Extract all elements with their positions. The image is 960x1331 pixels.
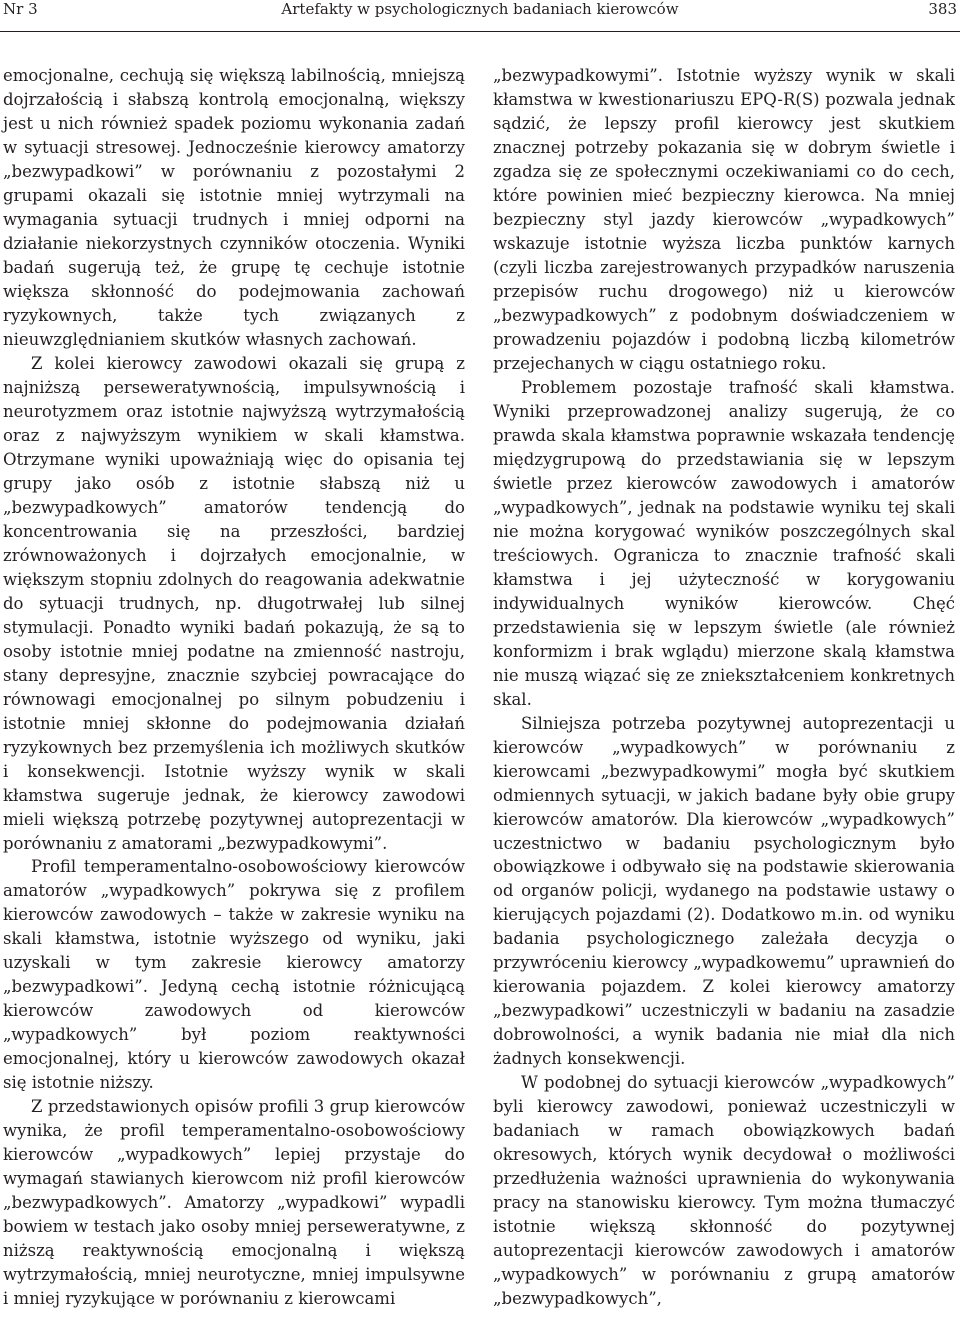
running-head (0, 0, 960, 24)
paragraph: Silniejsza potrzeba pozytywnej autoprezentacji u kierowców „wypadkowych” w porównaniu z kierowcami „bezwypadkowymi” mogła być skutkiem odmiennych sytuacji, w jakich badane były obie grupy kierowców amatorów. Dla kierowców „wypadkowych” uczestnictwo w badaniu psychologicznym było obowiązkowe i odbywało się na podstawie skierowania od organów policji, wydanego na podstawie ustawy o kierujących pojazdami (2). Dodatkowo m.in. od wyniku badania psychologicznego zależała decyzja o przywróceniu kierowcy „wypadkowemu” uprawnień do kierowania pojazdem. Z kolei kierowcy amatorzy „bezwypadkowi” uczestniczyli w badaniu na zasadzie dobrowolności, a wynik badania nie miał dla nich żadnych konsekwencji. (493, 713, 955, 1069)
page-number: 383 (928, 0, 957, 18)
issue-number: Nr 3 (3, 0, 38, 18)
paragraph: Profil temperamentalno-osobowościowy kierowców amatorów „wypadkowych” pokrywa się z profilem kierowców zawodowych – także w zakresie wyniku na skali kłamstwa, istotnie wyższego od wyniku, jaki uzyskali w tym zakresie kierowcy amatorzy „bezwypadkowi”. Jedyną cechą istotnie różnicującą kierowców zawodowych od kierowców „wypadkowych” był poziom reaktywności emocjonalnej, który u kierowców zawodowych okazał się istotnie niższy. (3, 857, 465, 1093)
paragraph: W podobnej do sytuacji kierowców „wypadkowych” byli kierowcy zawodowi, ponieważ uczestniczyli w badaniach w ramach obowiązkowych badań okresowych, których wynik decydował o możliwości przedłużenia ważności uprawnienia do wykonywania pracy na stanowisku kierowcy. Tym można tłumaczyć istotnie większą skłonność do pozytywnej autoprezentacji kierowców zawodowych i amatorów „wypadkowych” w porównaniu z grupą amatorów „bezwypadkowych”, (493, 1073, 955, 1309)
paragraph: „bezwypadkowymi”. Istotnie wyższy wynik w skali kłamstwa w kwestionariuszu EPQ-R(S) pozwala jednak sądzić, że lepszy profil kierowcy jest skutkiem znacznej potrzeby pokazania się w dobrym świetle i zgadza się ze społecznymi oczekiwaniami co do cech, które powinien mieć bezpieczny kierowca. Na mniej bezpieczny styl jazdy kierowców „wypadkowych” wskazuje istotnie wyższa liczba punktów karnych (czyli liczba zarejestrowanych przypadków naruszenia przepisów ruchu drogowego) niż u kierowców „bezwypadkowych” z podobnym doświadczeniem w prowadzeniu pojazdów i podobną liczbą kilometrów przejechanych w ciągu ostatniego roku. (493, 66, 955, 373)
paragraph: Z kolei kierowcy zawodowi okazali się grupą z najniższą perseweratywnością, impulsywnością i neurotyzmem oraz istotnie najwyższą wytrzymałością oraz z najwyższym wynikiem w skali kłamstwa. Otrzymane wyniki upoważniają więc do opisania tej grupy jako osób z istotnie słabszą niż u „bezwypadkowych” amatorów tendencją do koncentrowania się na przeszłości, bardziej zrównoważonych i dojrzałych emocjonalnie, w większym stopniu zdolnych do reagowania adekwatnie do sytuacji trudnych, np. długotrwałej lub silnej stymulacji. Ponadto wyniki badań pokazują, że są to osoby istotnie mniej podatne na zmienność nastroju, stany depresyjne, znacznie szybciej powracające do równowagi emocjonalnej po silnym pobudzeniu i istotnie mniej skłonne do podejmowania działań ryzykownych bez przemyślenia ich możliwych skutków i konsekwencji. Istotnie wyższy wynik w skali kłamstwa sugeruje jednak, że kierowcy zawodowi mieli większą potrzebę pozytywnej autoprezentacji w porównaniu z amatorami „bezwypadkowymi”. (3, 353, 465, 853)
left-column (3, 64, 465, 1311)
paragraph: Problemem pozostaje trafność skali kłamstwa. Wyniki przeprowadzonej analizy sugerują, że co prawda skala kłamstwa poprawnie wskazała tendencję międzygrupową do przedstawiania się w lepszym świetle przez kierowców zawodowych i amatorów „wypadkowych”, jednak na podstawie wyniku tej skali nie można korygować wyników poszczególnych skal treściowych. Ogranicza to znacznie trafność skali kłamstwa i jej użyteczność w korygowaniu indywidualnych wyników kierowców. Chęć przedstawienia się w lepszym świetle (ale również konformizm i brak wglądu) mierzone skalą kłamstwa nie muszą wiązać się ze zniekształceniem konkretnych skal. (493, 377, 955, 709)
paragraph: emocjonalne, cechują się większą labilnością, mniejszą dojrzałością i słabszą kontrolą emocjonalną, większy jest u nich również spadek poziomu wykonania zadań w sytuacji stresowej. Jednocześnie kierowcy amatorzy „bezwypadkowi” w porównaniu z pozostałymi 2 grupami okazali się istotnie mniej wytrzymali na wymagania sytuacji trudnych i mniej odporni na działanie niekorzystnych czynników otoczenia. Wyniki badań sugerują też, że grupę tę cechuje istotnie większa skłonność do podejmowania zachowań ryzykownych, także tych związanych z nieuwzględnianiem skutków własnych zachowań. (3, 66, 465, 349)
right-column (493, 64, 955, 1311)
paragraph: Z przedstawionych opisów profili 3 grup kierowców wynika, że profil temperamentalno-osobowościowy kierowców „wypadkowych” lepiej przystaje do wymagań stawianych kierowcom niż profil kierowców „bezwypadkowych”. Amatorzy „wypadkowi” wypadli bowiem w testach jako osoby mniej perseweratywne, z niższą reaktywnością emocjonalną i większą wytrzymałością, mniej neurotyczne, mniej impulsywne i mniej ryzykujące w porównaniu z kierowcami (3, 1097, 465, 1309)
header-rule (0, 31, 960, 32)
running-title: Artefakty w psychologicznych badaniach kierowców (281, 0, 679, 18)
